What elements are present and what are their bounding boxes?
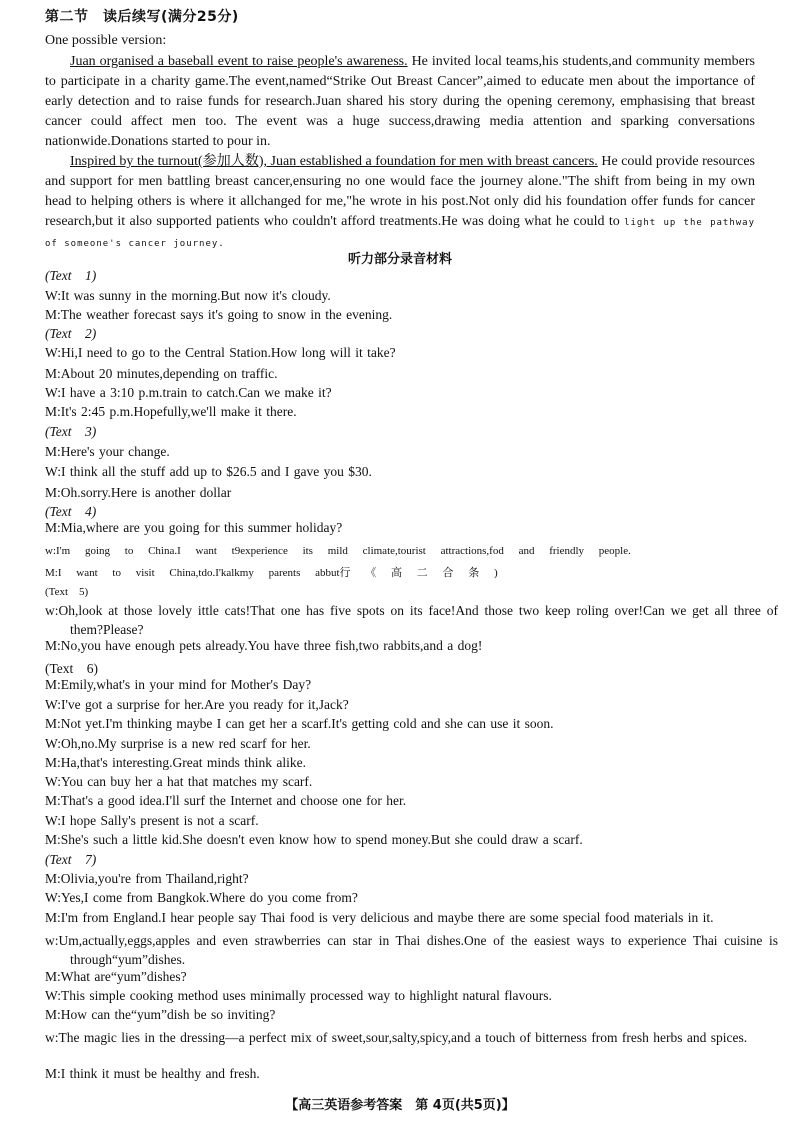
- text-4-label: (Text 4): [45, 504, 97, 519]
- dialogue-line: M:I'm from England.I hear people say Thai food is very delicious and maybe there are some special food materials in it.: [45, 910, 714, 925]
- dialogue-line: M:I think it must be healthy and fresh.: [45, 1066, 260, 1081]
- dialogue-line: M:Here's your change.: [45, 444, 170, 459]
- dialogue-line: M:Olivia,you're from Thailand,right?: [45, 871, 249, 886]
- dialogue-line: W:I have a 3:10 p.m.train to catch.Can we make it?: [45, 385, 332, 400]
- page-footer: 【高三英语参考答案 第 4页(共5页)】: [285, 1098, 515, 1113]
- dialogue-line: M:Oh.sorry.Here is another dollar: [45, 485, 232, 500]
- text-3-label: (Text 3): [45, 424, 97, 439]
- dialogue-line: M:I want to visit China,tdo.I'kalkmy parents abbut行 《 高 二 合 条 ): [45, 567, 498, 579]
- possible-version-label: One possible version:: [45, 33, 167, 48]
- dialogue-line: W:I think all the stuff add up to $26.5 and I gave you $30.: [45, 464, 372, 479]
- dialogue-line: W:I've got a surprise for her.Are you ready for it,Jack?: [45, 697, 349, 712]
- dialogue-line: W:It was sunny in the morning.But now it's cloudy.: [45, 288, 331, 303]
- listening-title: 听力部分录音材料: [347, 252, 452, 267]
- dialogue-line: W:I hope Sally's present is not a scarf.: [45, 813, 259, 828]
- dialogue-line: M:Mia,where are you going for this summer holiday?: [45, 520, 343, 535]
- dialogue-line: w:I'm going to China.I want t9experience its mild climate,tourist attractions,fod and friendly people.: [45, 545, 631, 557]
- section-title: 第二节 读后续写(满分25分): [45, 9, 239, 25]
- dialogue-line: M:About 20 minutes,depending on traffic.: [45, 366, 278, 381]
- dialogue-line: W:Yes,I come from Bangkok.Where do you come from?: [45, 890, 358, 905]
- dialogue-line: M:It's 2:45 p.m.Hopefully,we'll make it there.: [45, 404, 297, 419]
- dialogue-line: w:The magic lies in the dressing—a perfect mix of sweet,sour,salty,spicy,and a touch of bitterness from fresh herbs and spices.: [45, 1030, 748, 1045]
- dialogue-line: M:She's such a little kid.She doesn't even know how to spend money.But she could draw a scarf.: [45, 832, 583, 847]
- text-6-label: (Text 6): [45, 661, 99, 676]
- dialogue-line: W:Hi,I need to go to the Central Station.How long will it take?: [45, 345, 396, 360]
- dialogue-line: M:That's a good idea.I'll surf the Internet and choose one for her.: [45, 793, 407, 808]
- essay-p1-underlined-sentence: Juan organised a baseball event to raise people's awareness.: [70, 54, 408, 69]
- dialogue-line: W:Oh,no.My surprise is a new red scarf for her.: [45, 736, 311, 751]
- text-2-label: (Text 2): [45, 326, 97, 341]
- essay-p2-tail: light up the pathway of someone's cancer journey.: [45, 218, 755, 249]
- dialogue-line: M:Ha,that's interesting.Great minds think alike.: [45, 755, 307, 770]
- dialogue-line: w:Um,actually,eggs,apples and even strawberries can star in Thai dishes.One of the easiest ways to experience Thai cuisine is through“yum”dishes.: [45, 933, 778, 967]
- dialogue-line: M:What are“yum”dishes?: [45, 969, 187, 984]
- dialogue-line: M:No,you have enough pets already.You have three fish,two rabbits,and a dog!: [45, 638, 483, 653]
- essay-p1-body: He invited local teams,his students,and community members to participate in a charity game.The event,named“Strike Out Breast Cancer”,aimed to educate men about the importance of early detection and to raise funds for research.Juan shared his story during the opening ceremony, emphasising that breast cancer could affect men too. The event was a huge success,drawing media attention and sparking conversations nationwide.Donations started to pour in.: [45, 54, 755, 149]
- dialogue-line: M:How can the“yum”dish be so inviting?: [45, 1007, 276, 1022]
- dialogue-line: M:The weather forecast says it's going to snow in the evening.: [45, 307, 393, 322]
- essay-p2-body: He could provide resources and support for men battling breast cancer,ensuring no one would face the journey alone."The shift from being in my own head to helping others is where it allchanged for me,"he wrote in his post.Not only did his foundation offer funds for cancer research,but it also supported patients who couldn't afford treatments.He was doing what he could to: [45, 154, 755, 229]
- text-7-label: (Text 7): [45, 852, 97, 867]
- dialogue-line: w:Oh,look at those lovely ittle cats!That one has five spots on its face!And those two keep roling over!Can we get all three of them?Please?: [45, 603, 778, 637]
- dialogue-line: M:Not yet.I'm thinking maybe I can get her a scarf.It's getting cold and she can use it soon.: [45, 716, 554, 731]
- text-1-label: (Text 1): [45, 268, 97, 283]
- dialogue-line: W:You can buy her a hat that matches my scarf.: [45, 774, 313, 789]
- dialogue-line: M:Emily,what's in your mind for Mother's Day?: [45, 677, 312, 692]
- dialogue-line: W:This simple cooking method uses minimally processed way to highlight natural flavours.: [45, 988, 552, 1003]
- text-5-label: (Text 5): [45, 586, 89, 598]
- essay-p2-underlined-sentence: Inspired by the turnout(参加人数), Juan established a foundation for men with breast cancers.: [70, 154, 598, 169]
